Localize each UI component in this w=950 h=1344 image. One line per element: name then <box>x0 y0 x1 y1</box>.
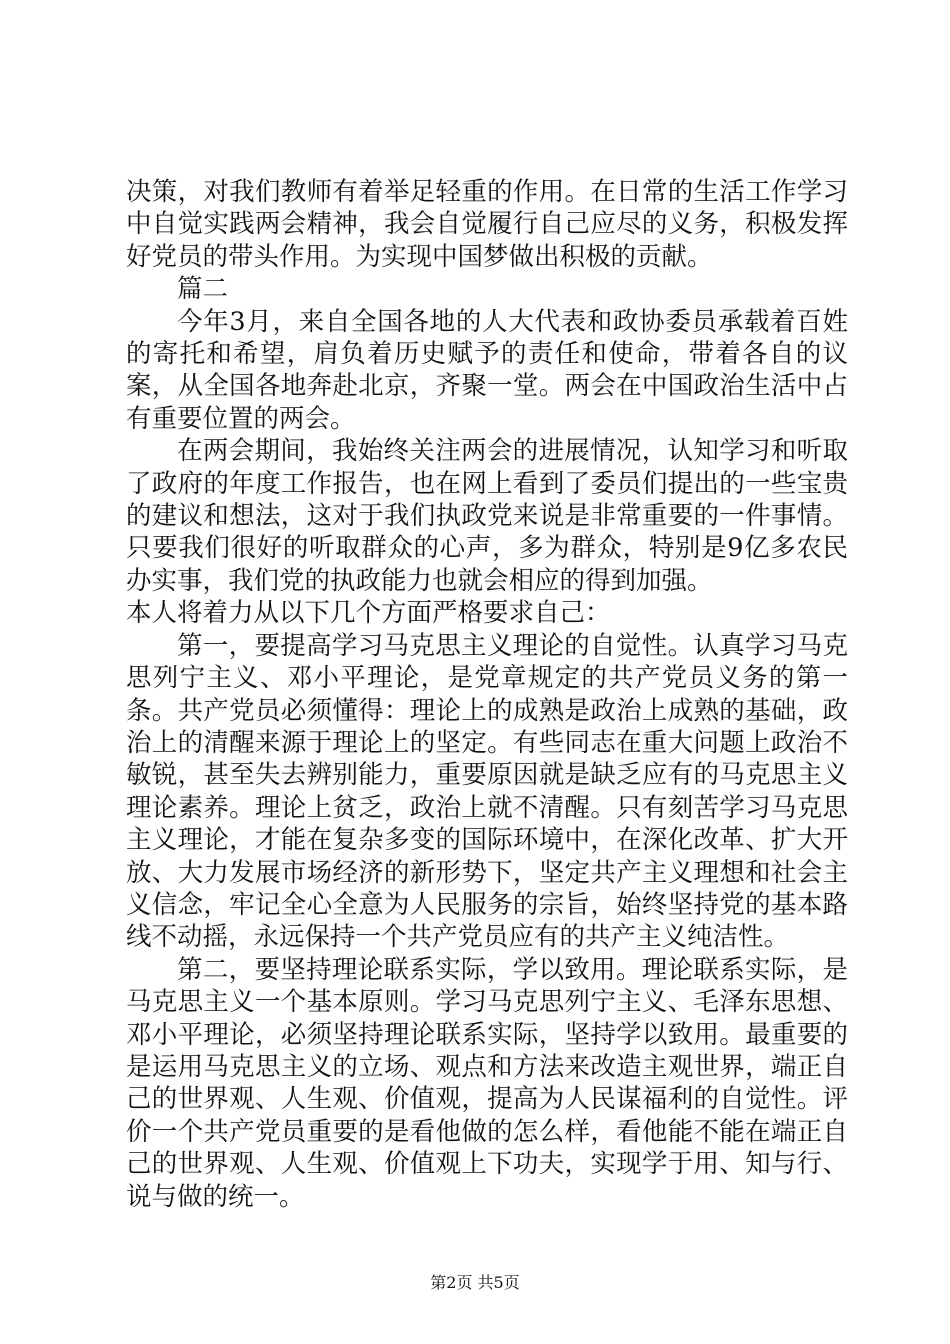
document-body <box>126 176 848 1213</box>
paragraph-6: 第一，要提高学习马克思主义理论的自觉性。认真学习马克思列宁主义、邓小平理论，是党章规定的共产党员义务的第一条。共产党员必须懂得：理论上的成熟是政治上成熟的基础，政治上的清醒来源于理论上的坚定。有些同志在重大问题上政治不敏锐，甚至失去辨别能力，重要原因就是缺乏应有的马克思主义理论素养。理论上贫乏，政治上就不清醒。只有刻苦学习马克思主义理论，才能在复杂多变的国际环境中，在深化改革、扩大开放、大力发展市场经济的新形势下，坚定共产主义理想和社会主义信念，牢记全心全意为人民服务的宗旨，始终坚持党的基本路线不动摇，永远保持一个共产党员应有的共产主义纯洁性。 <box>126 630 848 953</box>
paragraph-4: 在两会期间，我始终关注两会的进展情况，认知学习和听取了政府的年度工作报告，也在网上看到了委员们提出的一些宝贵的建议和想法，这对于我们执政党来说是非常重要的一件事情。只要我们很好的听取群众的心声，多为群众，特别是9亿多农民办实事，我们党的执政能力也就会相应的得到加强。 <box>126 436 848 596</box>
page-footer: 第2页 共5页 <box>430 1273 520 1292</box>
paragraph-3: 今年3月，来自全国各地的人大代表和政协委员承载着百姓的寄托和希望，肩负着历史赋予的责任和使命，带着各自的议案，从全国各地奔赴北京，齐聚一堂。两会在中国政治生活中占有重要位置的两会。 <box>126 306 848 434</box>
section-heading: 篇二 <box>177 274 229 305</box>
paragraph-5: 本人将着力从以下几个方面严格要求自己： <box>126 598 611 629</box>
paragraph-1: 决策，对我们教师有着举足轻重的作用。在日常的生活工作学习中自觉实践两会精神，我会自觉履行自己应尽的义务，积极发挥好党员的带头作用。为实现中国梦做出积极的贡献。 <box>126 177 848 272</box>
paragraph-7: 第二，要坚持理论联系实际，学以致用。理论联系实际，是马克思主义一个基本原则。学习马克思列宁主义、毛泽东思想、邓小平理论，必须坚持理论联系实际，坚持学以致用。最重要的是运用马克思主义的立场、观点和方法来改造主观世界，端正自己的世界观、人生观、价值观，提高为人民谋福利的自觉性。评价一个共产党员重要的是看他做的怎么样，看他能不能在端正自己的世界观、人生观、价值观上下功夫，实现学于用、知与行、说与做的统一。 <box>126 954 848 1212</box>
